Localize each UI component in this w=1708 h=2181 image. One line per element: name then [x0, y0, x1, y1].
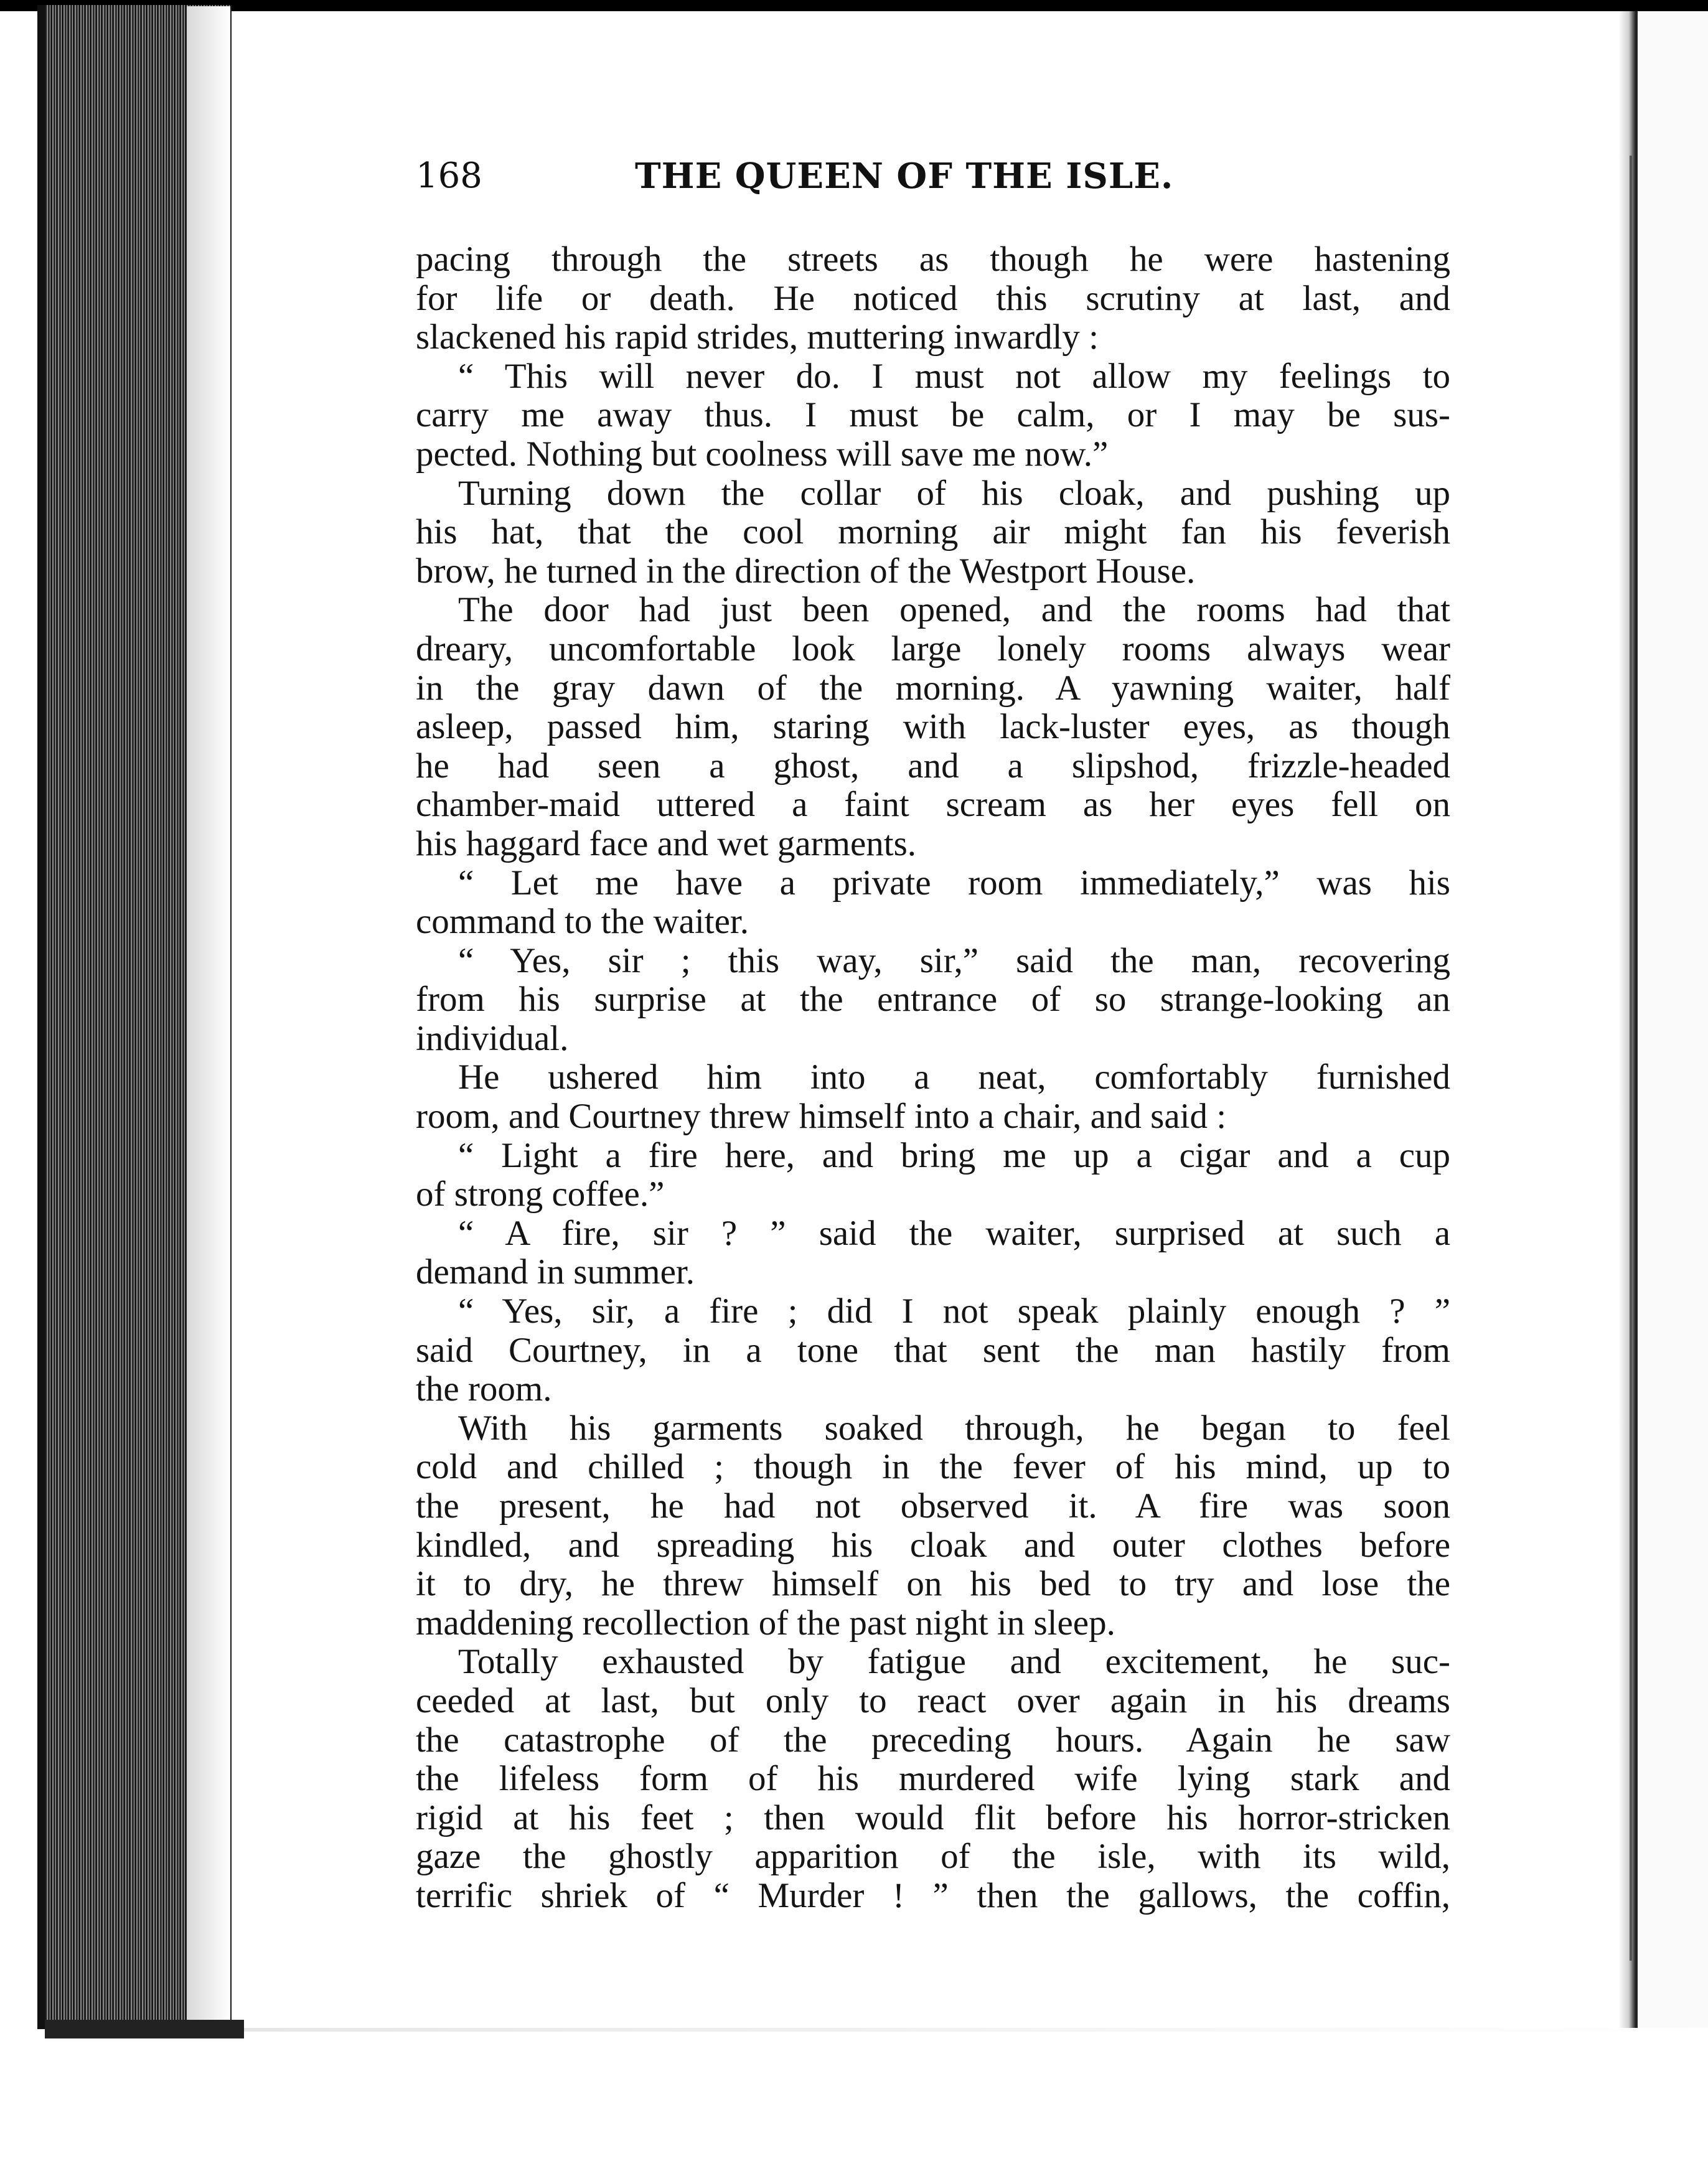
text-line: Totally exhausted by fatigue and excitement, he suc- — [458, 1642, 1450, 1682]
text-line: said Courtney, in a tone that sent the man hastily from — [416, 1330, 1450, 1370]
text-line: of strong coffee.” — [416, 1175, 665, 1214]
text-line: the room. — [416, 1369, 552, 1409]
text-line: gaze the ghostly apparition of the isle, with its wild, — [416, 1837, 1450, 1877]
text-line: pacing through the streets as though he were hastening — [416, 240, 1450, 279]
page-edge-highlight — [187, 6, 230, 2029]
text-line: for life or death. He noticed this scrutiny at last, and — [416, 278, 1450, 318]
text-line: “ Let me have a private room immediately,” was his — [458, 863, 1450, 903]
text-line: individual. — [416, 1018, 569, 1058]
text-line: With his garments soaked through, he began to feel — [458, 1408, 1450, 1448]
text-line: terrific shriek of “ Murder ! ” then the gallows, the coffin, — [416, 1875, 1450, 1915]
text-line: pected. Nothing but coolness will save me now.” — [416, 434, 1109, 474]
text-line: maddening recollection of the past night in sleep. — [416, 1603, 1115, 1643]
page-bottom-edge — [244, 2028, 1708, 2032]
text-line: cold and chilled ; though in the fever of his mind, up to — [416, 1447, 1450, 1487]
text-line: “ Yes, sir ; this way, sir,” said the man, recovering — [458, 940, 1450, 980]
text-line: rigid at his feet ; then would flit before his horror-stricken — [416, 1798, 1450, 1837]
text-line: the present, he had not observed it. A fire was soon — [416, 1486, 1450, 1526]
facing-page-edge — [1636, 11, 1708, 2028]
text-line: “ Light a fire here, and bring me up a cigar and a cup — [458, 1135, 1450, 1175]
page-number: 168 — [416, 156, 482, 196]
text-line: “ Yes, sir, a fire ; did I not speak plainly enough ? ” — [458, 1292, 1450, 1331]
text-line: his haggard face and wet garments. — [416, 823, 917, 863]
book-gutter — [1618, 11, 1636, 2028]
text-line: kindled, and spreading his cloak and outer clothes before — [416, 1525, 1450, 1565]
text-line: demand in summer. — [416, 1252, 695, 1292]
text-line: command to the waiter. — [416, 902, 749, 942]
text-line: dreary, uncomfortable look large lonely rooms always wear — [416, 629, 1450, 668]
text-line: the catastrophe of the preceding hours. Again he saw — [416, 1720, 1450, 1760]
text-line: the lifeless form of his murdered wife lying stark and — [416, 1759, 1450, 1799]
text-line: he had seen a ghost, and a slipshod, frizzle-headed — [416, 746, 1450, 786]
book-bottom-shadow — [45, 2020, 244, 2038]
text-line: brow, he turned in the direction of the Westport House. — [416, 551, 1196, 591]
text-line: room, and Courtney threw himself into a chair, and said : — [416, 1097, 1227, 1137]
text-line: slackened his rapid strides, muttering inwardly : — [416, 317, 1099, 357]
text-line: The door had just been opened, and the rooms had that — [458, 590, 1450, 630]
text-line: asleep, passed him, staring with lack-luster eyes, as though — [416, 707, 1450, 747]
scanner-top-border — [0, 0, 1708, 11]
facing-page-rule — [1630, 156, 1632, 1961]
text-line: chamber-maid uttered a faint scream as her eyes fell on — [416, 785, 1450, 825]
text-line: from his surprise at the entrance of so strange-looking an — [416, 980, 1450, 1020]
running-title: THE QUEEN OF THE ISLE. — [635, 156, 1174, 197]
text-line: “ A fire, sir ? ” said the waiter, surprised at such a — [458, 1213, 1450, 1253]
text-line: He ushered him into a neat, comfortably furnished — [458, 1058, 1450, 1097]
running-head — [416, 154, 1240, 198]
body-text — [416, 240, 1450, 1916]
text-line: it to dry, he threw himself on his bed to try and lose the — [416, 1564, 1450, 1604]
text-line: ceeded at last, but only to react over again in his dreams — [416, 1681, 1450, 1720]
text-line: in the gray dawn of the morning. A yawning waiter, half — [416, 668, 1450, 708]
text-line: his hat, that the cool morning air might fan his feverish — [416, 512, 1450, 552]
text-line: “ This will never do. I must not allow my feelings to — [458, 356, 1450, 396]
text-line: Turning down the collar of his cloak, and pushing up — [458, 473, 1450, 513]
text-line: carry me away thus. I must be calm, or I may be sus- — [416, 395, 1450, 435]
